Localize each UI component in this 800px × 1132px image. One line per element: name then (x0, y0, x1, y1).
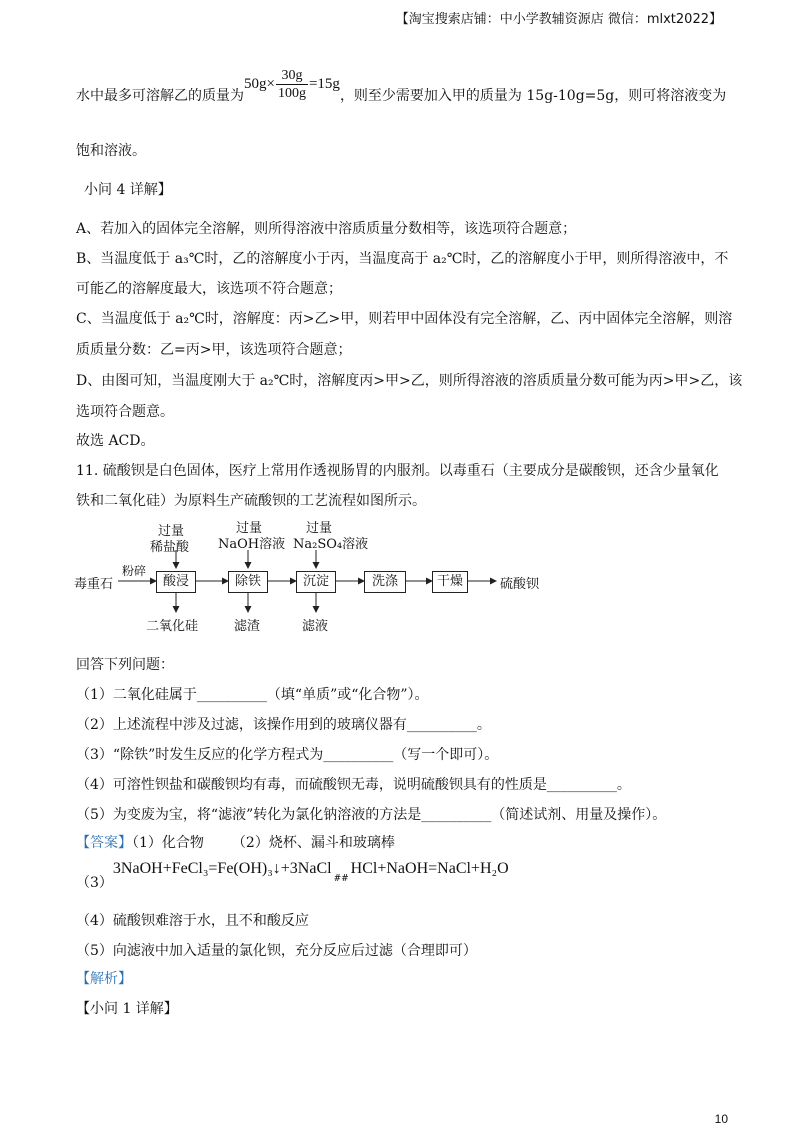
q4-line: B、当温度低于 a₃℃时，乙的溶解度小于丙，当温度高于 a₂℃时，乙的溶解度小于甲，则所得溶液中，不 (76, 251, 729, 267)
answer-4: （4）硫酸钡难溶于水，且不和酸反应 (76, 913, 309, 929)
flow-start: 毒重石 (74, 577, 114, 592)
reagent3-line2: Na₂SO₄溶液 (293, 537, 369, 552)
answer-3-equation-2: HCl+NaOH=NaCl+H₂O (350, 860, 509, 877)
q4-title: 小问 4 详解】 (84, 182, 172, 198)
q4-conclusion: 故选 ACD。 (76, 433, 155, 449)
q4-line: 质质量分数：乙=丙>甲，该选项符合题意； (76, 342, 352, 358)
answer-3-prefix: （3） (76, 875, 113, 891)
step-wash: 洗涤 (364, 571, 406, 593)
page-number: 10 (714, 1112, 728, 1126)
reagent3-line1: 过量 (306, 521, 333, 536)
q4-line: D、由图可知，当温度刚大于 a₂℃时，溶解度丙>甲>乙，则所得溶液的溶质质量分数可能为丙>甲>乙，该 (76, 373, 743, 389)
fraction-denominator: 100g (277, 85, 306, 101)
fraction-numerator: 30g (276, 67, 308, 85)
output-filtrate: 滤液 (302, 619, 329, 634)
answer-3-separator: ## (333, 874, 349, 884)
question-3: （3）“除铁”时发生反应的化学方程式为__________（写一个即可）。 (76, 747, 499, 763)
question-4: （4）可溶性钡盐和碳酸钡均有毒，而硫酸钡无毒，说明硫酸钡具有的性质是__________。 (76, 777, 631, 793)
solution-label: 【解析】 (76, 971, 132, 987)
calc-a: 50g× (244, 76, 275, 92)
answer-5: （5）向滤液中加入适量的氯化钡，充分反应后过滤（合理即可） (76, 943, 477, 959)
reagent1-line1: 过量 (158, 524, 185, 539)
intro-prefix: 水中最多可溶解乙的质量为 (76, 88, 244, 104)
q4-line: 可能乙的溶解度最大，该选项不符合题意； (76, 281, 342, 297)
solution-sub1: 【小问 1 详解】 (76, 1001, 178, 1017)
flow-end: 硫酸钡 (500, 577, 540, 592)
calc-b: =15g (308, 76, 340, 92)
question-5: （5）为变废为宝，将“滤液”转化为氯化钠溶液的方法是__________（简述试剂、用量及操作）。 (76, 807, 667, 823)
q11-intro: 11. 硫酸钡是白色固体，医疗上常用作透视肠胃的内服剂。以毒重石（主要成分是碳酸钡，还含少量氧化 (76, 463, 719, 479)
q11-intro: 铁和二氧化硅）为原料生产硫酸钡的工艺流程如图所示。 (76, 493, 426, 509)
intro-suffix: ，则至少需要加入甲的质量为 15g-10g=5g，则可将溶液变为 (339, 88, 727, 104)
fraction (276, 67, 308, 102)
reagent1-line2: 稀盐酸 (150, 540, 190, 555)
answer-row-3 (76, 858, 509, 891)
step-dry: 干燥 (432, 571, 468, 593)
intro-line (76, 68, 726, 112)
step-remove-iron: 除铁 (228, 571, 268, 593)
reagent2-line1: 过量 (236, 521, 263, 536)
q4-line: A、若加入的固体完全溶解，则所得溶液中溶质质量分数相等，该选项符合题意； (76, 221, 577, 237)
questions-prompt: 回答下列问题： (76, 657, 174, 673)
reagent2-line2: NaOH溶液 (218, 537, 286, 552)
answer-2: （2）烧杯、漏斗和玻璃棒 (231, 835, 395, 851)
intro-line2: 饱和溶液。 (76, 143, 146, 159)
answer-row-1 (76, 832, 395, 852)
flow-crush-label: 粉碎 (122, 564, 147, 578)
step-acid-leach: 酸浸 (156, 571, 196, 593)
answer-3-equation-1: 3NaOH+FeCl₃=Fe(OH)₃↓+3NaCl (112, 860, 332, 877)
question-2: （2）上述流程中涉及过滤，该操作用到的玻璃仪器有__________。 (76, 717, 491, 733)
output-residue: 滤渣 (234, 619, 261, 634)
q4-line: 选项符合题意。 (76, 404, 174, 420)
step-precipitate: 沉淀 (296, 571, 336, 593)
answer-1: （1）化合物 (132, 835, 204, 851)
output-silica: 二氧化硅 (146, 619, 199, 634)
q4-line: C、当温度低于 a₂℃时，溶解度：丙>乙>甲，则若甲中固体没有完全溶解，乙、丙中固体完全溶解，则溶 (76, 311, 733, 327)
shop-banner: 【淘宝搜索店铺：中小学教辅资源店 微信：mlxt2022】 (395, 12, 722, 27)
answer-label: 【答案】 (76, 835, 132, 851)
question-1: （1）二氧化硅属于__________（填“单质”或“化合物”）。 (76, 687, 429, 703)
